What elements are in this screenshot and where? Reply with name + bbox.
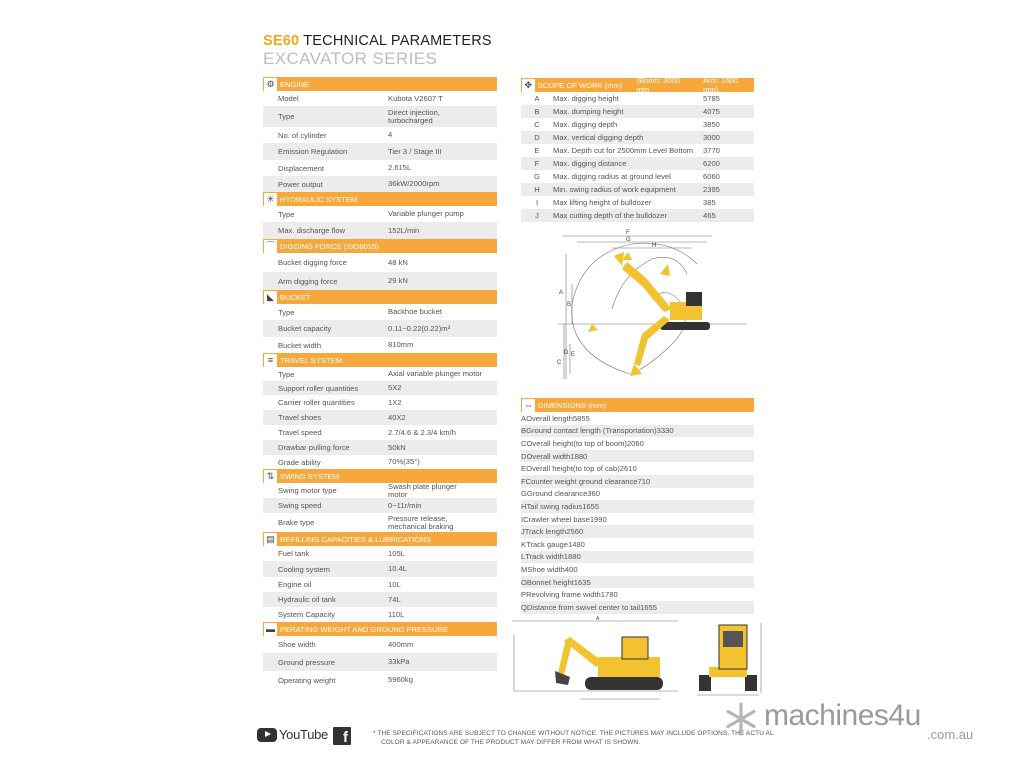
- section-title: BUCKET: [280, 292, 311, 302]
- table-row: [521, 209, 754, 222]
- digging-force-icon: ⌒: [265, 240, 275, 251]
- row-label: Max. digging radius at ground level: [553, 172, 671, 181]
- spec-row: [263, 222, 497, 239]
- table-row: [521, 538, 754, 551]
- spec-row: [263, 367, 497, 381]
- row-value: 5855: [572, 413, 590, 423]
- row-label: Ground contact length (Transportation): [526, 426, 657, 436]
- spec-label: Bucket width: [278, 340, 322, 350]
- spec-row: [263, 607, 497, 622]
- spec-label: Bucket capacity: [278, 324, 332, 333]
- spec-value: 810mm: [388, 340, 414, 349]
- row-value: 1635: [573, 577, 591, 587]
- row-value: 360: [587, 489, 600, 499]
- row-value: 4075: [703, 107, 720, 116]
- spec-value: 70%(35°): [388, 457, 420, 466]
- row-value: 465: [703, 211, 716, 220]
- row-key: C: [521, 438, 527, 448]
- spec-row: [263, 143, 497, 160]
- table-row: [521, 105, 754, 118]
- spec-row: [263, 546, 497, 561]
- spec-row: [263, 395, 497, 410]
- spec-value: 2.615L: [388, 163, 412, 172]
- spec-value: 29 kN: [388, 276, 408, 285]
- section-header: [263, 469, 497, 483]
- refill-icon: ▤: [264, 533, 277, 546]
- table-row: [521, 196, 754, 209]
- spec-value: Variable plunger pump: [388, 209, 464, 218]
- spec-label: Hydraulic oil tank: [278, 595, 336, 604]
- brand-domain: .com.au: [927, 727, 974, 742]
- row-key: G: [521, 489, 527, 499]
- row-value: 1880: [563, 552, 581, 562]
- left-spec-table: [263, 77, 497, 689]
- spec-row: [263, 381, 497, 395]
- spec-label: Swing motor type: [278, 486, 337, 495]
- dim-G-label: G: [626, 237, 631, 243]
- row-label: Max. vertical digging depth: [553, 133, 644, 142]
- side-view-drawing: [510, 615, 680, 707]
- table-row: [521, 170, 754, 183]
- spec-row: [263, 337, 497, 353]
- table-row: [521, 551, 754, 564]
- spec-label: Carrier roller quantities: [278, 398, 355, 407]
- row-label: Max. digging distance: [553, 159, 627, 168]
- table-row: [521, 450, 754, 463]
- row-key: C: [534, 120, 540, 129]
- spec-label: Travel speed: [278, 428, 322, 437]
- disclaimer-line-1: * THE SPECIFICATIONS ARE SUBJECT TO CHANGE WITHOUT NOTICE. THE PICTURES MAY INCLUDE OPTIONS. THE ACTU AL: [373, 730, 774, 737]
- spec-value: Tier 3 / Stage III: [388, 146, 442, 156]
- section-header: [263, 622, 497, 636]
- section-title: HYDRAULIC SYSTEM: [280, 194, 358, 204]
- swing-icon: ⇅: [264, 470, 277, 483]
- spec-label: Engine oil: [278, 580, 312, 589]
- hydraulic-icon: ✳: [264, 193, 277, 206]
- row-key: P: [521, 590, 527, 600]
- row-label: Max cutting depth of the bulldozer: [553, 211, 667, 220]
- row-value: 400: [564, 564, 578, 574]
- spec-row: [263, 91, 497, 106]
- section-header: [263, 532, 497, 546]
- spec-row: [263, 498, 497, 513]
- row-label: Min. swing radius of work equipment: [553, 185, 676, 194]
- row-value: 5785: [703, 94, 720, 103]
- row-key: J: [535, 211, 539, 220]
- row-label: Max. digging depth: [553, 120, 618, 129]
- dim-E-label: E: [571, 352, 576, 358]
- spec-row: [263, 440, 497, 455]
- spec-value: Backhoe bucket: [388, 307, 443, 316]
- spec-label: Emission Regulation: [278, 147, 348, 156]
- table-row: [521, 525, 754, 538]
- spec-value: 10L: [388, 579, 401, 589]
- spec-value: 5X2: [388, 383, 402, 392]
- spec-label: Ground pressure: [278, 657, 335, 667]
- brand-main: machines: [764, 699, 889, 732]
- page-title: [263, 33, 492, 49]
- scope-header: [521, 78, 754, 92]
- youtube-icon: [257, 728, 277, 742]
- table-row: [521, 437, 754, 450]
- row-value: 1880: [570, 451, 588, 461]
- row-key: E: [521, 464, 527, 474]
- section-title: SWING SYSTEM: [280, 471, 340, 481]
- section-header: [263, 192, 497, 206]
- row-key: I: [521, 514, 524, 524]
- spec-label: Brake type: [278, 518, 315, 527]
- spec-row: [263, 592, 497, 607]
- dimensions-header: [521, 398, 754, 412]
- disclaimer-line-2: COLOR & APPEARANCE OF THE PRODUCT MAY DIFFER FROM WHAT IS SHOWN.: [381, 739, 641, 746]
- spec-value: 74L: [388, 594, 401, 604]
- spec-value: 105L: [388, 548, 405, 558]
- spec-label: Bucket digging force: [278, 258, 347, 267]
- spec-label: Arm digging force: [278, 276, 338, 286]
- table-row: [521, 144, 754, 157]
- row-key: G: [534, 172, 540, 181]
- row-label: Ground clearance: [526, 489, 588, 499]
- spec-value: 48 kN: [388, 257, 408, 267]
- dim-F-label: F: [626, 230, 630, 236]
- table-row: [521, 576, 754, 589]
- row-label: Max lifting height of bulldozer: [553, 198, 652, 207]
- brand-four: 4u: [888, 699, 921, 732]
- row-label: Max. digging height: [553, 94, 619, 103]
- svg-text:A: A: [596, 616, 600, 622]
- dim-H-label: H: [652, 243, 657, 249]
- spec-row: [263, 206, 497, 222]
- spec-value: 40X2: [388, 412, 406, 422]
- dim-D-label: D: [564, 350, 569, 356]
- scope-icon: ✥: [522, 79, 535, 92]
- snowflake-icon: [724, 702, 758, 736]
- excavator-silhouette: [588, 252, 710, 376]
- youtube-label: YouTube: [279, 727, 328, 742]
- row-key: M: [521, 564, 528, 574]
- spec-value: 2.7/4.6 & 2.3/4 km/h: [388, 427, 456, 437]
- table-row: [521, 92, 754, 105]
- row-label: Revolving frame width: [526, 590, 601, 600]
- spec-row: [263, 410, 497, 425]
- spec-row: [263, 425, 497, 440]
- table-row: [521, 131, 754, 144]
- row-value: 1780: [600, 590, 618, 600]
- row-value: 2560: [566, 527, 584, 537]
- spec-value: 0.11~0.22(0.22)m³: [388, 323, 451, 333]
- youtube-link[interactable]: [257, 727, 328, 742]
- spec-label: Operating weight: [278, 675, 336, 685]
- table-row: [521, 183, 754, 196]
- row-key: K: [521, 539, 527, 549]
- spec-row: [263, 636, 497, 653]
- scope-title: SCOPE OF WORK (mm): [537, 80, 623, 90]
- row-key: I: [535, 198, 539, 207]
- spec-label: Grade ability: [278, 457, 321, 467]
- spec-row: [263, 253, 497, 272]
- spec-row: [263, 127, 497, 143]
- row-key: B: [534, 107, 540, 116]
- row-value: 2060: [626, 438, 644, 448]
- spec-label: Power output: [278, 179, 323, 189]
- spec-value: 5960kg: [388, 675, 413, 684]
- spec-row: [263, 160, 497, 176]
- table-row: [521, 412, 754, 425]
- row-key: D: [534, 133, 540, 142]
- spec-value: 50kN: [388, 442, 406, 452]
- dimensions-table: [521, 398, 754, 614]
- spec-label: Drawbar pulling force: [278, 443, 350, 452]
- spec-value: 36kW/2000rpm: [388, 179, 440, 188]
- spec-row: [263, 455, 497, 469]
- spec-label: Swing speed: [278, 501, 322, 510]
- dim-C-label: C: [557, 360, 562, 366]
- table-row: [521, 563, 754, 576]
- table-row: [521, 462, 754, 475]
- row-key: Q: [521, 602, 527, 612]
- dimensions-icon: ⇔: [524, 399, 533, 410]
- row-label: Track gauge: [526, 539, 569, 549]
- spec-row: [263, 577, 497, 592]
- spec-row: [263, 653, 497, 671]
- spec-label: Cooling system: [278, 564, 330, 574]
- spec-value: 4: [388, 130, 393, 139]
- page-subtitle: EXCAVATOR SERIES: [263, 49, 438, 68]
- table-row: [521, 588, 754, 601]
- row-label: Max. Depth cut for 2500mm Level Bottom: [553, 146, 694, 155]
- spec-value: Swash plate plunger motor: [388, 481, 457, 499]
- row-key: O: [521, 577, 527, 587]
- spec-label: Type: [278, 209, 295, 219]
- row-label: Max. dumping height: [553, 107, 624, 116]
- row-key: J: [521, 527, 525, 537]
- row-key: A: [534, 94, 540, 103]
- model-name: SE60: [263, 33, 300, 49]
- disclaimer-note: [373, 729, 783, 747]
- section-title: TRAVEL SYSTEM: [280, 355, 343, 365]
- row-key: D: [521, 451, 527, 461]
- section-header: [263, 239, 497, 253]
- spec-value: 1X2: [388, 397, 402, 407]
- row-value: 3770: [703, 146, 720, 155]
- section-title: DIGGING FORCE (ISO6015): [280, 241, 379, 251]
- spec-row: [263, 176, 497, 192]
- dim-B-label: B: [567, 302, 572, 308]
- dimensions-title: DIMENSIONS (mm): [538, 400, 606, 410]
- travel-icon: ≡: [264, 354, 277, 367]
- dim-A-label: A: [559, 290, 564, 296]
- spec-row: [263, 320, 497, 337]
- machines4u-logo[interactable]: [724, 700, 994, 748]
- row-value: 3000: [703, 133, 720, 142]
- row-key: F: [534, 159, 540, 168]
- spec-label: Fuel tank: [278, 549, 310, 558]
- row-label: Shoe width: [527, 564, 565, 574]
- spec-row: [263, 272, 497, 290]
- row-label: Overall height(to top of cab): [526, 464, 620, 474]
- spec-value: 10.4L: [388, 564, 408, 573]
- row-value: 6200: [703, 159, 720, 168]
- section-header: [263, 77, 497, 91]
- facebook-icon[interactable]: f: [333, 727, 351, 745]
- row-key: H: [534, 185, 540, 194]
- spec-label: Type: [278, 307, 295, 317]
- row-value: 1655: [640, 602, 657, 612]
- spec-row: [263, 304, 497, 320]
- weight-icon: ▬: [266, 623, 275, 634]
- row-value: 2610: [619, 464, 637, 474]
- row-value: 3330: [656, 426, 674, 436]
- section-header: [263, 353, 497, 367]
- spec-label: Support roller quantities: [278, 383, 359, 393]
- spec-row: [263, 106, 497, 127]
- row-value: 710: [637, 476, 651, 486]
- spec-value: Pressure release, mechanical braking: [388, 513, 454, 531]
- spec-row: [263, 671, 497, 689]
- spec-value: Axial variable plunger motor: [388, 369, 483, 378]
- row-label: Overall height(to top of boom): [526, 438, 627, 448]
- front-view-drawing: [695, 615, 765, 707]
- spec-row: [263, 483, 497, 498]
- spec-value: 33kPa: [388, 657, 410, 666]
- row-value: 1990: [589, 514, 607, 524]
- row-label: Overall width: [526, 451, 571, 461]
- row-label: Tail swing radius: [526, 501, 583, 511]
- spec-label: Model: [278, 94, 299, 103]
- row-label: Counter weight ground clearance: [525, 476, 638, 486]
- section-header: [263, 290, 497, 304]
- spec-value: Direct injection, turbocharged: [388, 107, 440, 125]
- row-key: H: [521, 501, 527, 511]
- spec-label: Max. discharge flow: [278, 226, 346, 235]
- spec-label: Type: [278, 112, 295, 121]
- row-value: 1480: [568, 539, 585, 549]
- spec-row: [263, 561, 497, 577]
- row-key: B: [521, 426, 527, 436]
- spec-value: Kubota V2607 T: [388, 93, 443, 103]
- working-range-diagram: [552, 224, 752, 396]
- row-label: Crawler wheel base: [523, 514, 590, 524]
- spec-value: 400mm: [388, 639, 414, 649]
- bucket-icon: ◣: [264, 291, 277, 304]
- row-value: 6060: [703, 172, 720, 181]
- row-value: 385: [703, 198, 716, 207]
- row-label: Overall length: [526, 413, 573, 423]
- row-key: A: [521, 413, 527, 423]
- spec-value: 110L: [388, 609, 405, 619]
- row-label: Bonnet height: [526, 577, 574, 587]
- row-label: Track length: [524, 527, 567, 537]
- table-row: [521, 157, 754, 170]
- section-title: REFILLING CAPACITIES & LUBRICATIONS: [280, 534, 431, 544]
- spec-value: 152L/min: [388, 225, 420, 235]
- row-value: 1655: [582, 501, 600, 511]
- scope-boom: (Boom: 3000 mm: [636, 76, 680, 94]
- spec-label: Displacement: [278, 163, 325, 173]
- row-key: F: [521, 476, 526, 486]
- table-row: [521, 118, 754, 131]
- spec-label: No. of cylinder: [278, 130, 327, 140]
- row-key: E: [534, 146, 540, 155]
- row-label: Distance from swivel center to tail: [526, 602, 641, 612]
- spec-row: [263, 513, 497, 532]
- scope-of-work-table: [521, 78, 754, 222]
- table-row: [521, 513, 754, 526]
- title-text: TECHNICAL PARAMETERS: [303, 33, 492, 49]
- spec-value: 0~11r/min: [388, 500, 422, 510]
- spec-label: Shoe width: [278, 640, 316, 649]
- brand-name: [764, 699, 921, 733]
- table-row: [521, 475, 754, 488]
- row-key: L: [521, 552, 526, 562]
- spec-label: System Capacity: [278, 610, 335, 619]
- section-title: ENGINE: [280, 79, 310, 89]
- table-row: [521, 488, 754, 501]
- row-value: 2395: [703, 185, 720, 194]
- table-row: [521, 601, 754, 614]
- spec-label: Type: [278, 369, 295, 379]
- spec-label: Travel shoes: [278, 413, 322, 422]
- row-value: 3850: [703, 120, 720, 129]
- engine-icon: ⚙: [264, 78, 277, 91]
- row-label: Track width: [525, 552, 564, 562]
- table-row: [521, 425, 754, 438]
- table-row: [521, 500, 754, 513]
- section-title: PERATING WEIGHT AND GROUND PRESSURE: [280, 624, 449, 634]
- scope-arm: Arm: 1600 mm): [703, 76, 739, 94]
